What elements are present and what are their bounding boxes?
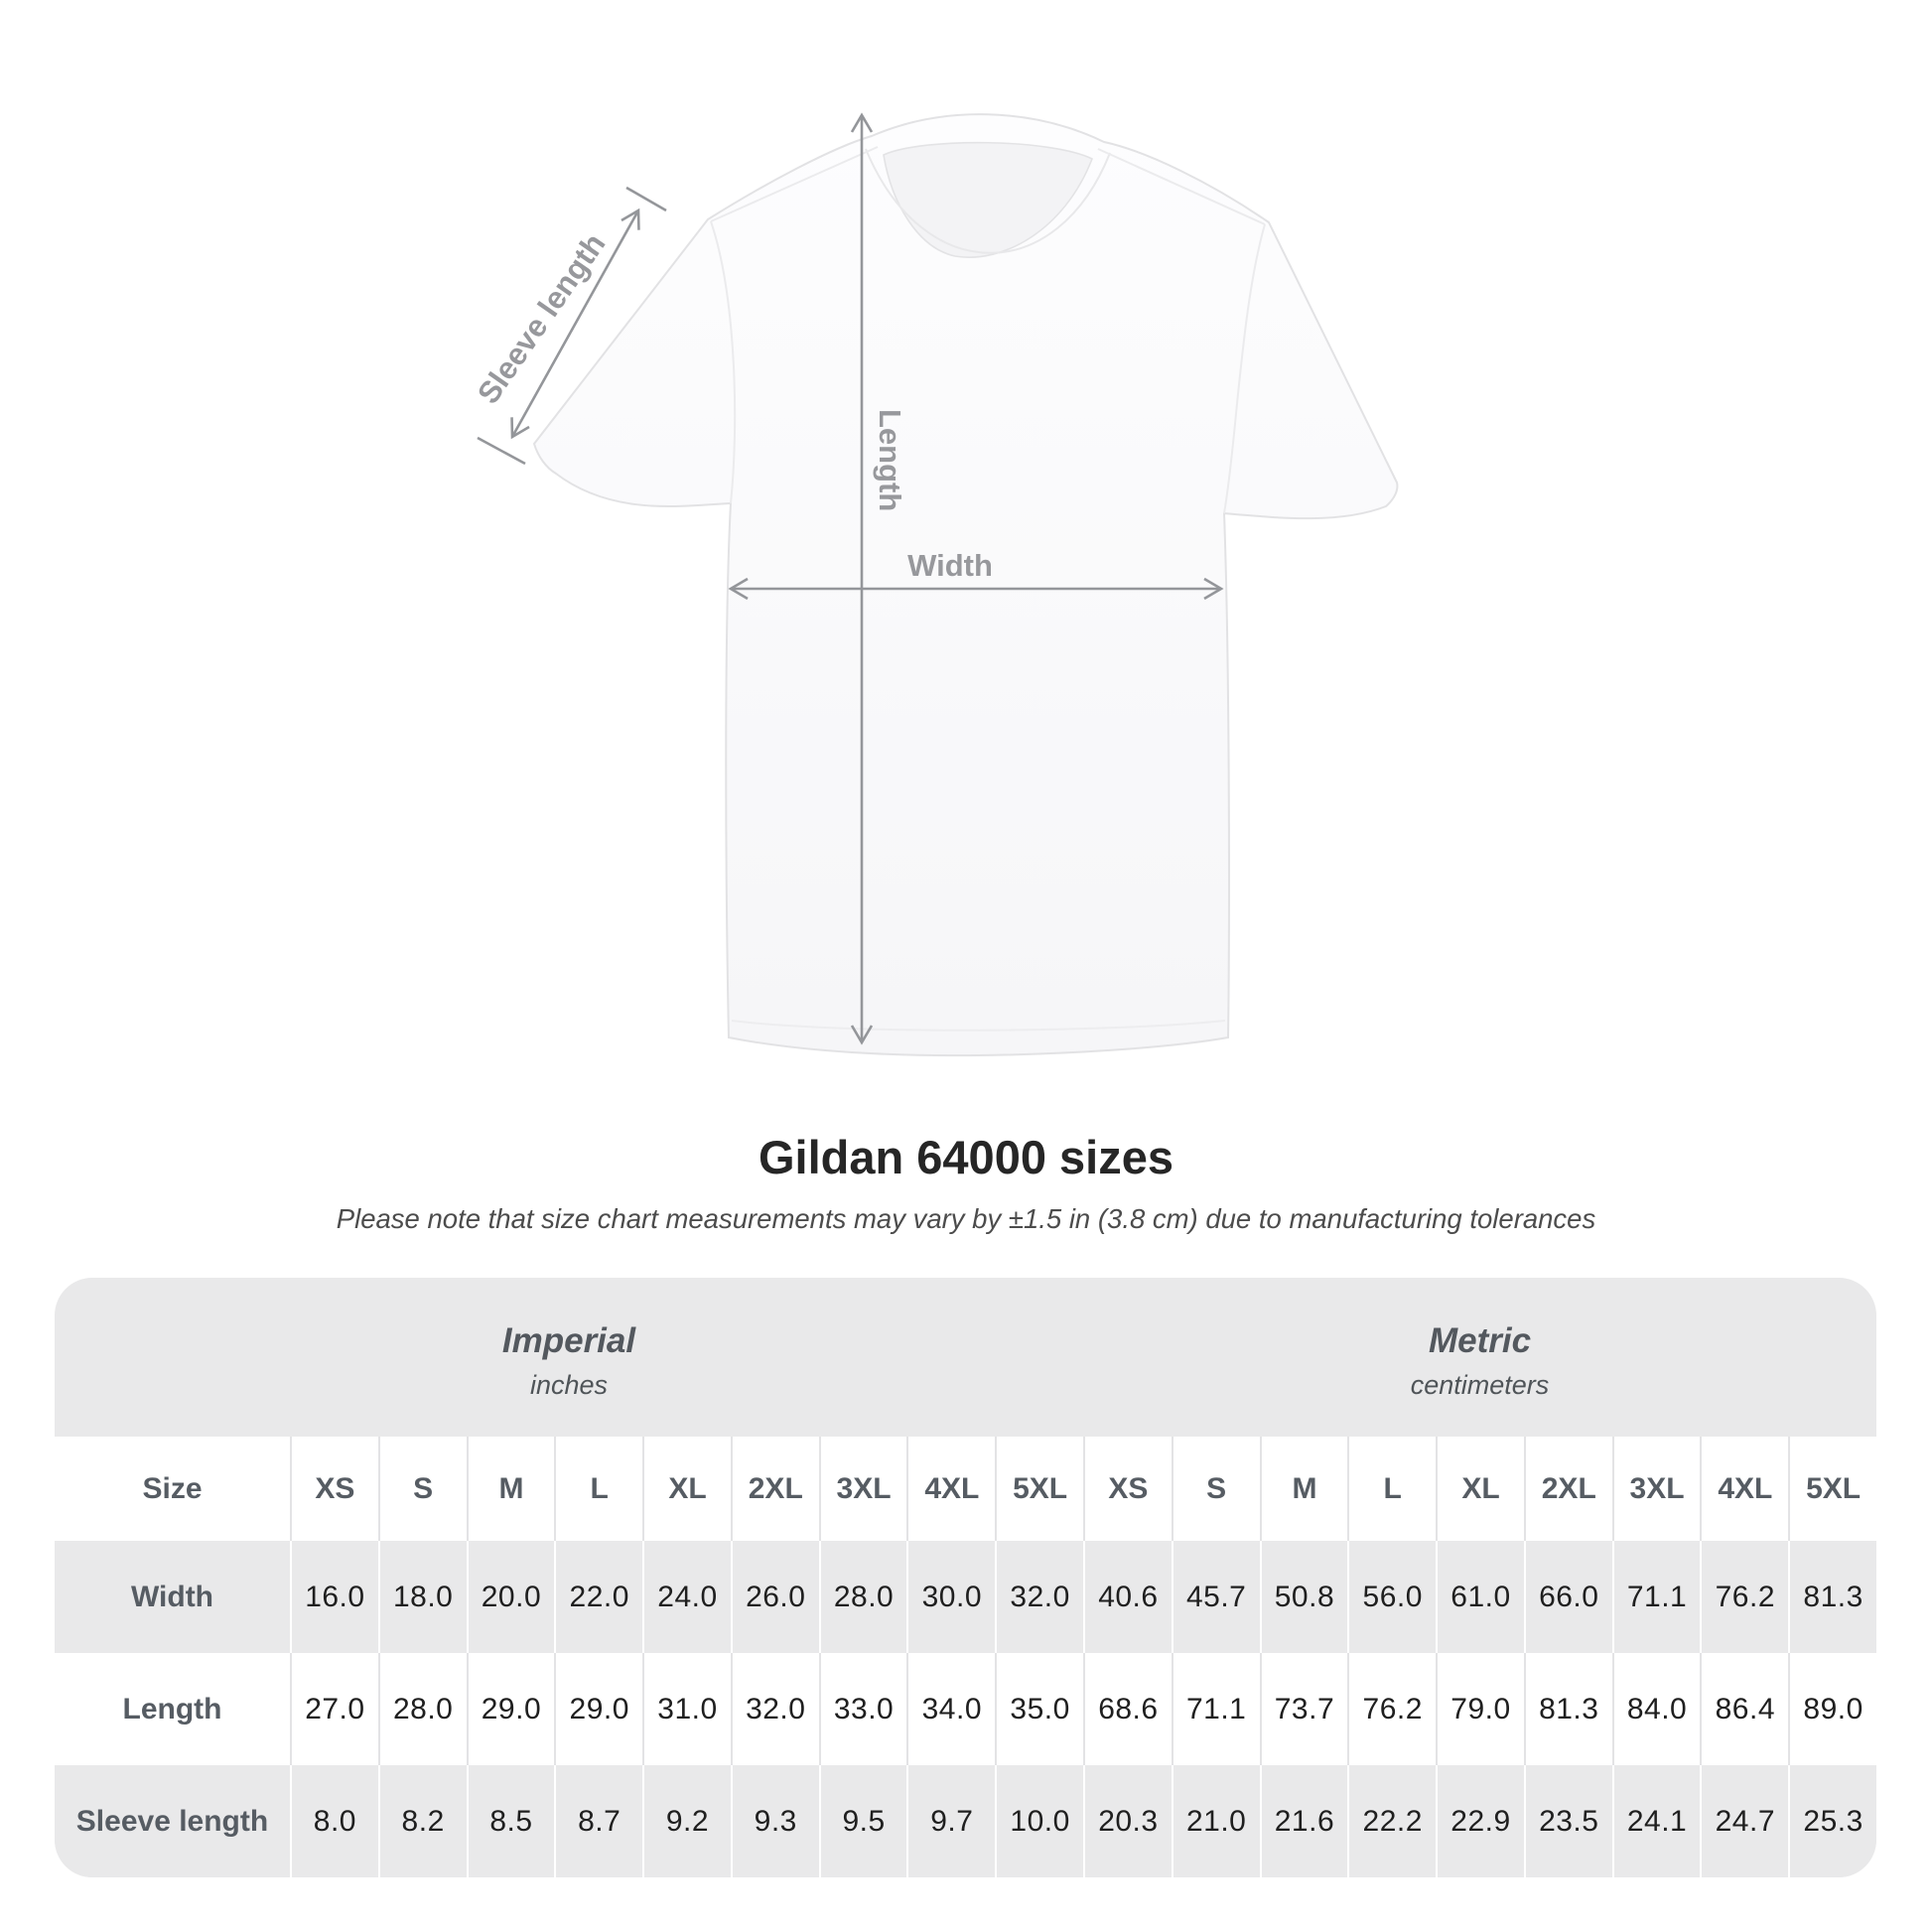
imperial-value-cell: 20.0	[467, 1541, 555, 1653]
unit-header-band	[55, 1278, 1876, 1437]
sleeve-arrow-endcap-top	[626, 188, 666, 210]
imperial-value-cell: 29.0	[554, 1653, 642, 1765]
size-header-row	[55, 1437, 1876, 1541]
metric-value-cell: 81.3	[1788, 1541, 1876, 1653]
imperial-value-cell: 16.0	[290, 1541, 378, 1653]
metric-value-cell: 76.2	[1700, 1541, 1788, 1653]
imperial-value-cell: 9.7	[906, 1765, 995, 1877]
metric-value-cell: 23.5	[1524, 1765, 1612, 1877]
imperial-value-cell: 30.0	[906, 1541, 995, 1653]
measurement-row	[55, 1653, 1876, 1765]
metric-value-cell: 21.6	[1260, 1765, 1348, 1877]
imperial-value-cell: 9.5	[819, 1765, 907, 1877]
metric-header	[1083, 1278, 1876, 1437]
size-header-imperial: XS	[290, 1437, 378, 1541]
imperial-value-cell: 9.2	[642, 1765, 731, 1877]
metric-value-cell: 22.9	[1436, 1765, 1524, 1877]
metric-value-cell: 21.0	[1172, 1765, 1260, 1877]
size-header-metric: 3XL	[1612, 1437, 1701, 1541]
length-label: Length	[873, 409, 907, 512]
size-header-imperial: 3XL	[819, 1437, 907, 1541]
metric-value-cell: 81.3	[1524, 1653, 1612, 1765]
size-header-imperial: 4XL	[906, 1437, 995, 1541]
imperial-value-cell: 10.0	[995, 1765, 1083, 1877]
size-header-imperial: M	[467, 1437, 555, 1541]
metric-value-cell: 86.4	[1700, 1653, 1788, 1765]
imperial-value-cell: 8.7	[554, 1765, 642, 1877]
size-header-imperial: L	[554, 1437, 642, 1541]
size-header-imperial: 5XL	[995, 1437, 1083, 1541]
metric-value-cell: 68.6	[1083, 1653, 1172, 1765]
tshirt-illustration	[534, 114, 1397, 1055]
metric-value-cell: 40.6	[1083, 1541, 1172, 1653]
metric-value-cell: 24.7	[1700, 1765, 1788, 1877]
size-header-metric: S	[1172, 1437, 1260, 1541]
metric-title: Metric	[1428, 1321, 1532, 1360]
imperial-value-cell: 32.0	[995, 1541, 1083, 1653]
imperial-unit: inches	[529, 1370, 609, 1400]
metric-value-cell: 50.8	[1260, 1541, 1348, 1653]
imperial-value-cell: 27.0	[290, 1653, 378, 1765]
page-title: Gildan 64000 sizes	[758, 1131, 1174, 1183]
metric-value-cell: 76.2	[1347, 1653, 1436, 1765]
sleeve-length-label: Sleeve length	[470, 226, 613, 410]
imperial-value-cell: 26.0	[731, 1541, 819, 1653]
measurement-row	[55, 1765, 1876, 1877]
metric-unit: centimeters	[1410, 1370, 1550, 1400]
imperial-value-cell: 33.0	[819, 1653, 907, 1765]
metric-value-cell: 61.0	[1436, 1541, 1524, 1653]
tolerance-note: Please note that size chart measurements may vary by ±1.5 in (3.8 cm) due to manufacturing tolerances	[336, 1203, 1596, 1234]
imperial-value-cell: 8.0	[290, 1765, 378, 1877]
metric-value-cell: 66.0	[1524, 1541, 1612, 1653]
size-header-metric: M	[1260, 1437, 1348, 1541]
measurement-row-label: Width	[130, 1580, 214, 1613]
imperial-value-cell: 29.0	[467, 1653, 555, 1765]
metric-value-cell: 56.0	[1347, 1541, 1436, 1653]
imperial-value-cell: 24.0	[642, 1541, 731, 1653]
imperial-value-cell: 31.0	[642, 1653, 731, 1765]
metric-value-cell: 71.1	[1172, 1653, 1260, 1765]
measurement-row-label: Length	[122, 1692, 222, 1725]
size-header-metric: 4XL	[1700, 1437, 1788, 1541]
metric-value-cell: 22.2	[1347, 1765, 1436, 1877]
size-column-header: Size	[142, 1471, 203, 1505]
width-label: Width	[907, 548, 993, 583]
metric-value-cell: 45.7	[1172, 1541, 1260, 1653]
size-table-card	[55, 1278, 1876, 1877]
metric-value-cell: 25.3	[1788, 1765, 1876, 1877]
size-header-metric: 5XL	[1788, 1437, 1876, 1541]
size-header-metric: L	[1347, 1437, 1436, 1541]
sleeve-arrow-endcap-bottom	[478, 438, 525, 464]
size-header-imperial: 2XL	[731, 1437, 819, 1541]
imperial-value-cell: 28.0	[378, 1653, 467, 1765]
metric-value-cell: 84.0	[1612, 1653, 1701, 1765]
size-header-metric: XL	[1436, 1437, 1524, 1541]
metric-value-cell: 79.0	[1436, 1653, 1524, 1765]
size-header-metric: XS	[1083, 1437, 1172, 1541]
imperial-title: Imperial	[501, 1321, 636, 1360]
measurement-row-label: Sleeve length	[75, 1804, 269, 1838]
imperial-value-cell: 35.0	[995, 1653, 1083, 1765]
size-header-imperial: S	[378, 1437, 467, 1541]
imperial-value-cell: 18.0	[378, 1541, 467, 1653]
metric-value-cell: 71.1	[1612, 1541, 1701, 1653]
metric-value-cell: 89.0	[1788, 1653, 1876, 1765]
size-header-imperial: XL	[642, 1437, 731, 1541]
imperial-value-cell: 9.3	[731, 1765, 819, 1877]
size-header-metric: 2XL	[1524, 1437, 1612, 1541]
imperial-value-cell: 34.0	[906, 1653, 995, 1765]
imperial-header	[55, 1278, 1083, 1437]
imperial-value-cell: 8.2	[378, 1765, 467, 1877]
size-table-grid	[55, 1437, 1876, 1877]
metric-value-cell: 24.1	[1612, 1765, 1701, 1877]
imperial-value-cell: 32.0	[731, 1653, 819, 1765]
imperial-value-cell: 8.5	[467, 1765, 555, 1877]
imperial-value-cell: 22.0	[554, 1541, 642, 1653]
measurement-row	[55, 1541, 1876, 1653]
metric-value-cell: 73.7	[1260, 1653, 1348, 1765]
metric-value-cell: 20.3	[1083, 1765, 1172, 1877]
imperial-value-cell: 28.0	[819, 1541, 907, 1653]
